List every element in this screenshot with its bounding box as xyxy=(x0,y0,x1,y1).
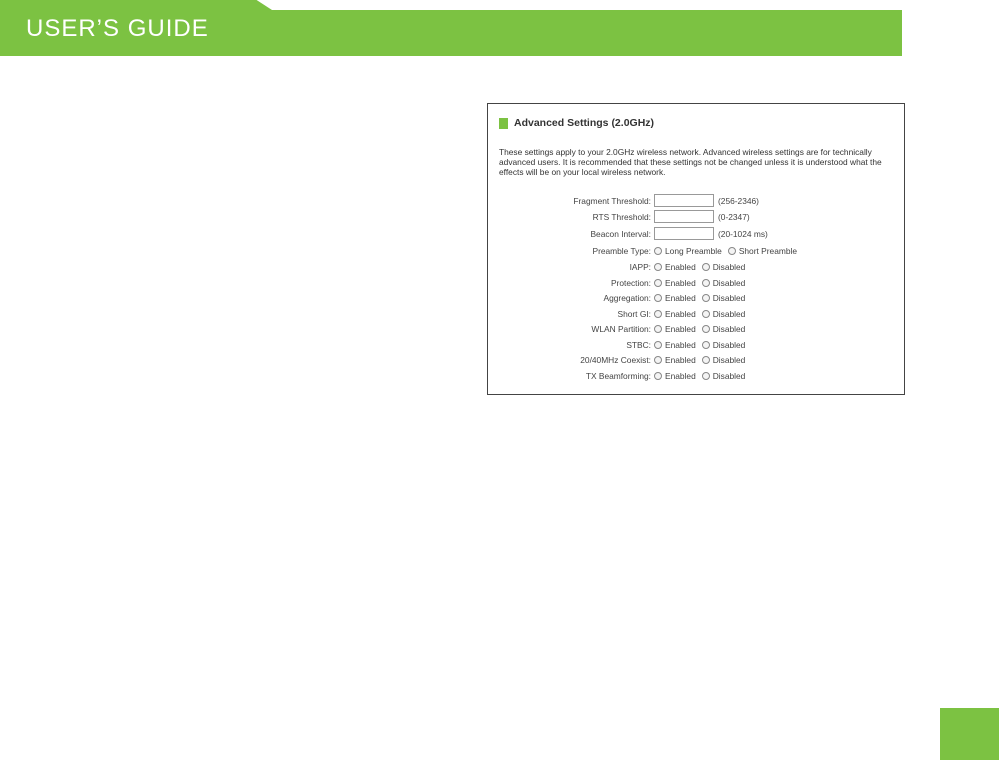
option-label: Enabled xyxy=(665,370,696,381)
green-square-icon xyxy=(499,118,508,129)
option-label: Disabled xyxy=(712,339,746,350)
option-label: Enabled xyxy=(665,261,696,272)
page-corner-tab xyxy=(940,708,999,760)
field-label: 20/40MHz Coexist: xyxy=(580,355,651,365)
enabled-radio[interactable] xyxy=(654,263,662,271)
enabled-radio[interactable] xyxy=(654,325,662,333)
disabled-radio[interactable] xyxy=(702,263,710,271)
panel-title xyxy=(499,117,654,129)
short-gi-row xyxy=(488,306,906,321)
iapp-row xyxy=(488,259,906,274)
option-label: Disabled xyxy=(712,370,746,381)
option-label: Enabled xyxy=(665,354,696,365)
option-label: Disabled xyxy=(712,277,746,288)
field-label: Protection: xyxy=(610,278,651,288)
option-label: Disabled xyxy=(712,261,746,272)
fragment-threshold-input[interactable] xyxy=(654,194,714,207)
field-label: RTS Threshold: xyxy=(592,212,651,222)
field-label: Aggregation: xyxy=(603,293,651,303)
beacon-interval-row xyxy=(488,226,906,241)
disabled-radio[interactable] xyxy=(702,279,710,287)
option-label: Disabled xyxy=(712,292,746,303)
option-label: Long Preamble xyxy=(665,245,722,256)
field-label: Short GI: xyxy=(617,309,651,319)
disabled-radio[interactable] xyxy=(702,341,710,349)
coexist-row xyxy=(488,352,906,367)
field-label: IAPP: xyxy=(629,262,651,272)
stbc-row xyxy=(488,337,906,352)
field-range: (0-2347) xyxy=(718,211,750,222)
option-label: Enabled xyxy=(665,308,696,319)
enabled-radio[interactable] xyxy=(654,372,662,380)
beacon-interval-input[interactable] xyxy=(654,227,714,240)
preamble-type-row xyxy=(488,243,906,258)
field-label: WLAN Partition: xyxy=(591,324,651,334)
rts-threshold-row xyxy=(488,209,906,224)
model-name: RTA2600 xyxy=(908,22,975,39)
field-label: Fragment Threshold: xyxy=(573,196,651,206)
field-label: Beacon Interval: xyxy=(590,229,651,239)
option-label: Disabled xyxy=(712,354,746,365)
field-label: Preamble Type: xyxy=(592,246,651,256)
enabled-radio[interactable] xyxy=(654,294,662,302)
disabled-radio[interactable] xyxy=(702,310,710,318)
panel-title-text: Advanced Settings (2.0GHz) xyxy=(514,117,655,129)
rts-threshold-input[interactable] xyxy=(654,210,714,223)
option-label: Enabled xyxy=(665,323,696,334)
enabled-radio[interactable] xyxy=(654,310,662,318)
settings-screenshot xyxy=(487,103,905,395)
disabled-radio[interactable] xyxy=(702,325,710,333)
option-label: Disabled xyxy=(712,308,746,319)
option-label: Enabled xyxy=(665,277,696,288)
short-preamble-radio[interactable] xyxy=(728,247,736,255)
field-range: (256-2346) xyxy=(718,195,759,206)
wlan-partition-row xyxy=(488,321,906,336)
panel-description: These settings apply to your 2.0GHz wireless network. Advanced wireless settings are for technically advanced users. It is recommended that these settings not be changed unless it is understood what the effects will be on your local wireless network. xyxy=(499,147,882,177)
long-preamble-radio[interactable] xyxy=(654,247,662,255)
field-label: TX Beamforming: xyxy=(585,371,651,381)
guide-title: USER’S GUIDE xyxy=(26,15,209,42)
disabled-radio[interactable] xyxy=(702,372,710,380)
tx-beamforming-row xyxy=(488,368,906,383)
header-top-cutout xyxy=(250,0,902,10)
disabled-radio[interactable] xyxy=(702,356,710,364)
enabled-radio[interactable] xyxy=(654,356,662,364)
option-label: Enabled xyxy=(665,292,696,303)
field-label: STBC: xyxy=(626,340,651,350)
option-label: Short Preamble xyxy=(738,245,797,256)
option-label: Enabled xyxy=(665,339,696,350)
field-range: (20-1024 ms) xyxy=(718,228,768,239)
enabled-radio[interactable] xyxy=(654,341,662,349)
option-label: Disabled xyxy=(712,323,746,334)
protection-row xyxy=(488,275,906,290)
enabled-radio[interactable] xyxy=(654,279,662,287)
fragment-threshold-row xyxy=(488,193,906,208)
disabled-radio[interactable] xyxy=(702,294,710,302)
aggregation-row xyxy=(488,290,906,305)
